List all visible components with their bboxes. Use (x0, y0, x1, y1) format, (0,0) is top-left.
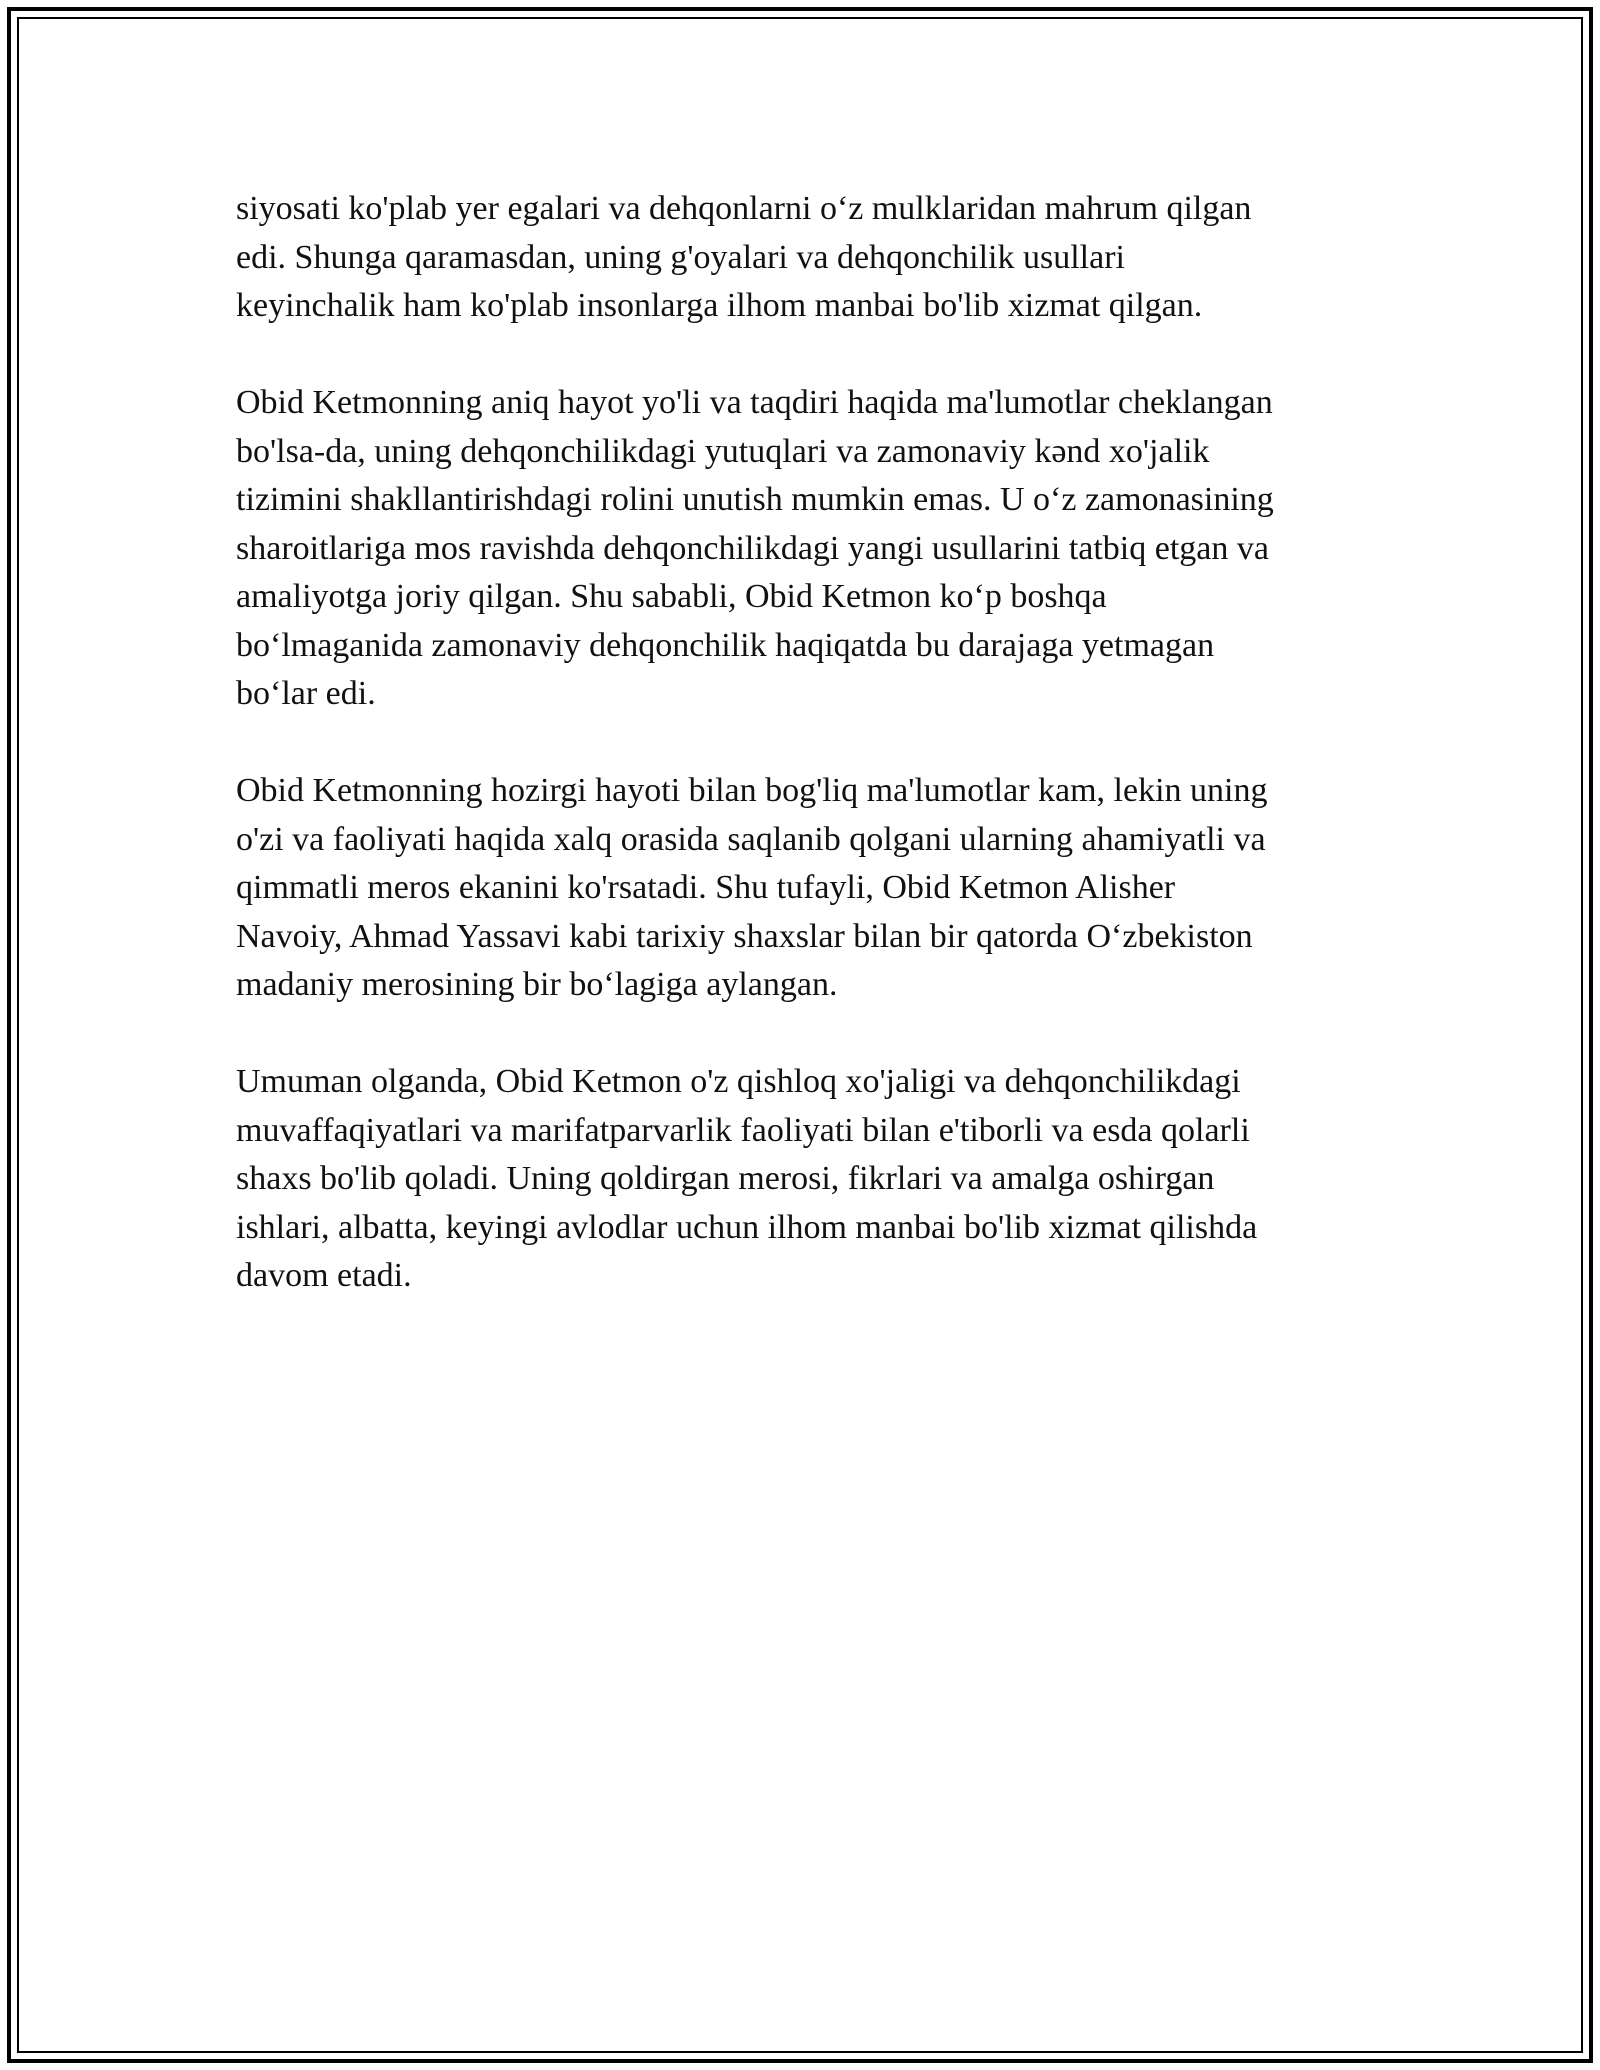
text-line: Navoiy, Ahmad Yassavi kabi tarixiy shaxslar bilan bir qatorda O‘zbekiston (236, 917, 1253, 955)
text-line: Obid Ketmonning aniq hayot yo'li va taqdiri haqida ma'lumotlar cheklangan (236, 384, 1273, 421)
text-line: siyosati ko'plab yer egalari va dehqonlarni o‘z mulklaridan mahrum qilgan (236, 190, 1252, 227)
text-line: muvaffaqiyatlari va marifatparvarlik faoliyati bilan e'tiborli va esda qolarli (236, 1111, 1250, 1149)
paragraph-1 (236, 185, 1366, 331)
text-line: edi. Shunga qaramasdan, uning g'oyalari va dehqonchilik usullari (236, 238, 1125, 276)
text-line: o'zi va faoliyati haqida xalq orasida saqlanib qolgani ularning ahamiyatli va (236, 820, 1266, 858)
text-line: shaxs bo'lib qoladi. Uning qoldirgan merosi, fikrlari va amalga oshirgan (236, 1160, 1215, 1197)
document-body (236, 185, 1366, 1349)
text-line: bo‘lmaganida zamonaviy dehqonchilik haqiqatda bu darajaga yetmagan (236, 626, 1215, 664)
text-line: madaniy merosining bir bo‘lagiga aylangan. (236, 966, 838, 1003)
text-line: sharoitlariga mos ravishda dehqonchilikdagi yangi usullarini tatbiq etgan va (236, 529, 1269, 567)
text-line: davom etadi. (236, 1257, 412, 1294)
text-line: bo‘lar edi. (236, 675, 376, 712)
paragraph-4 (236, 1058, 1366, 1301)
paragraph-2 (236, 379, 1366, 719)
paragraph-3 (236, 767, 1366, 1010)
text-line: ishlari, albatta, keyingi avlodlar uchun ilhom manbai bo'lib xizmat qilishda (236, 1208, 1258, 1246)
text-line: Umuman olganda, Obid Ketmon o'z qishloq xo'jaligi va dehqonchilikdagi (236, 1063, 1241, 1100)
text-line: tizimini shakllantirishdagi rolini unutish mumkin emas. U o‘z zamonasining (236, 481, 1274, 518)
text-line: bo'lsa-da, uning dehqonchilikdagi yutuqlari va zamonaviy kənd xo'jalik (236, 432, 1210, 470)
text-line: amaliyotga joriy qilgan. Shu sababli, Obid Ketmon ko‘p boshqa (236, 578, 1107, 615)
text-line: keyinchalik ham ko'plab insonlarga ilhom manbai bo'lib xizmat qilgan. (236, 287, 1203, 324)
text-line: Obid Ketmonning hozirgi hayoti bilan bog'liq ma'lumotlar kam, lekin uning (236, 772, 1268, 809)
text-line: qimmatli meros ekanini ko'rsatadi. Shu tufayli, Obid Ketmon Alisher (236, 869, 1176, 906)
